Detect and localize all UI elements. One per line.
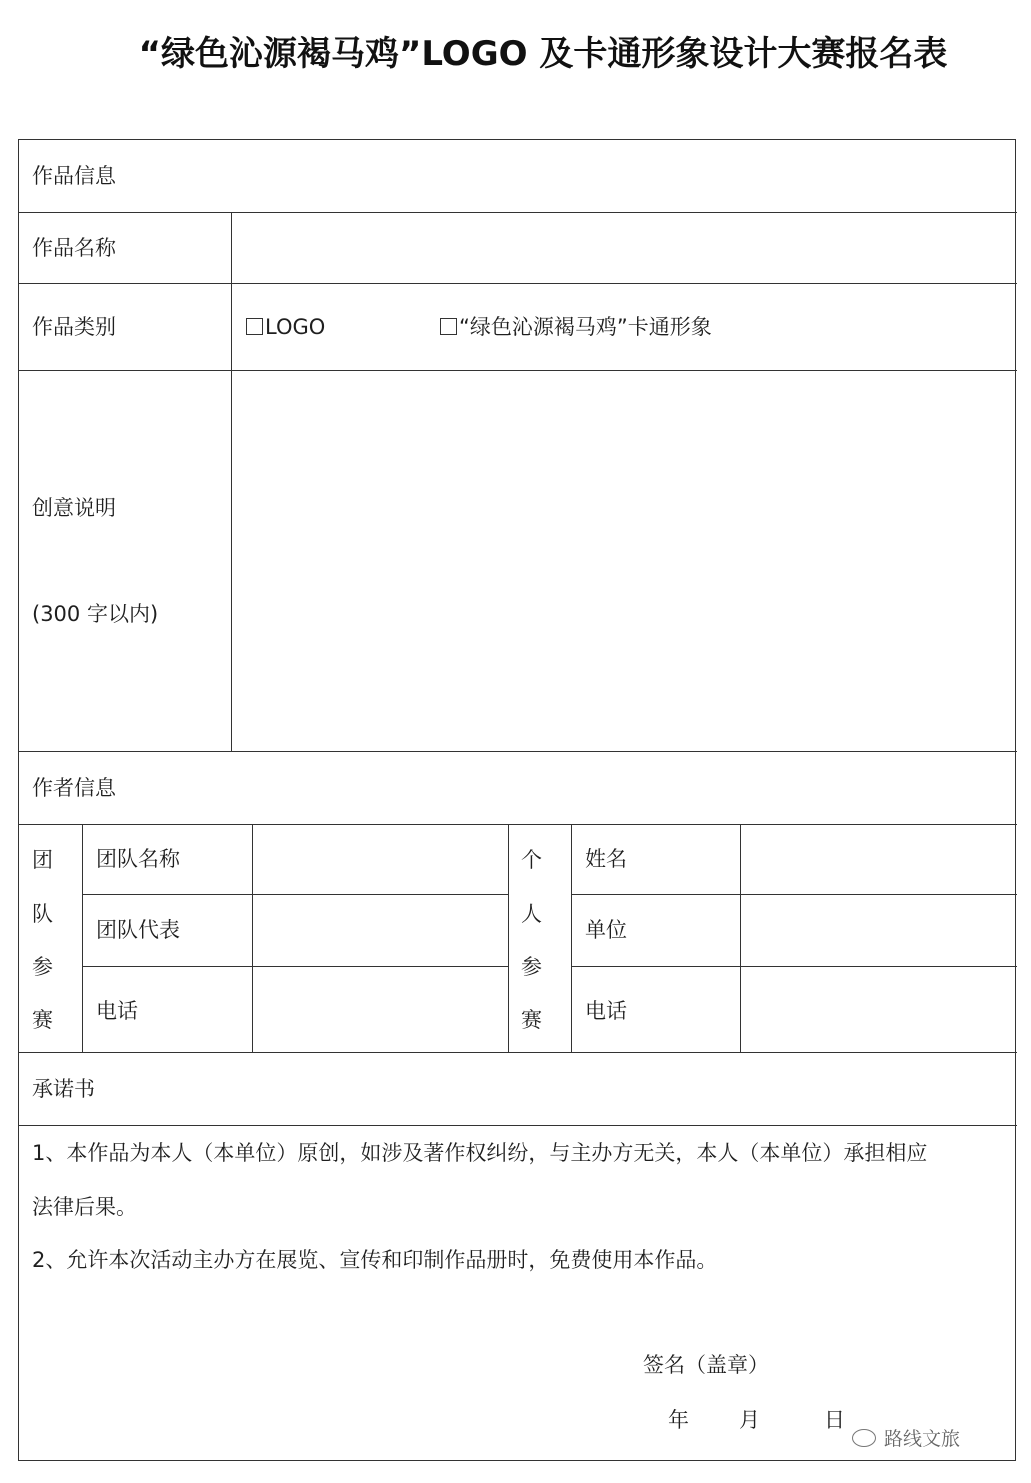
label-work-name: 作品名称 — [32, 236, 116, 260]
team-entry-char: 队 — [32, 902, 53, 926]
section-label-pledge: 承诺书 — [32, 1077, 95, 1101]
form-title: “绿色沁源褐马鸡”LOGO 及卡通形象设计大赛报名表 — [138, 34, 948, 74]
checkbox-icon[interactable] — [440, 318, 457, 335]
row-divider — [571, 966, 1017, 967]
row-divider — [19, 212, 1017, 213]
team-representative-field[interactable] — [254, 896, 508, 966]
registration-form-table — [18, 139, 1016, 1461]
team-entry-char: 参 — [32, 955, 53, 979]
column-divider — [508, 824, 509, 1052]
column-divider — [231, 212, 232, 751]
pledge-line-2: 2、允许本次活动主办方在展览、宣传和印制作品册时，免费使用本作品。 — [32, 1248, 718, 1272]
work-name-field[interactable] — [233, 214, 1017, 283]
individual-unit-field[interactable] — [742, 896, 1017, 966]
chat-bubble-icon — [852, 1429, 876, 1447]
pledge-line-1: 1、本作品为本人（本单位）原创，如涉及著作权纠纷，与主办方无关，本人（本单位）承担相应 — [32, 1141, 928, 1165]
individual-entry-char: 个 — [521, 848, 542, 872]
row-divider — [19, 1125, 1017, 1126]
label-individual-phone: 电话 — [585, 999, 627, 1023]
creative-description-field[interactable] — [233, 372, 1017, 751]
individual-entry-char: 人 — [521, 902, 542, 926]
category-option-logo[interactable] — [246, 317, 325, 338]
category-option-logo-label: LOGO — [265, 315, 326, 339]
team-phone-field[interactable] — [254, 968, 508, 1052]
label-team-representative: 团队代表 — [96, 918, 180, 942]
section-label-author-info: 作者信息 — [32, 776, 116, 800]
watermark-text: 路线文旅 — [884, 1428, 961, 1450]
watermark — [852, 1424, 960, 1451]
team-name-field[interactable] — [254, 826, 508, 894]
column-divider — [252, 824, 253, 1052]
column-divider — [740, 824, 741, 1052]
row-divider — [19, 283, 1017, 284]
individual-entry-char: 参 — [521, 955, 542, 979]
pledge-line-1-continued: 法律后果。 — [32, 1195, 137, 1219]
label-creative-description: 创意说明 — [32, 496, 116, 520]
column-divider — [571, 824, 572, 1052]
category-option-cartoon-label: “绿色沁源褐马鸡”卡通形象 — [459, 315, 712, 339]
section-label-work-info: 作品信息 — [32, 164, 116, 188]
label-individual-name: 姓名 — [585, 847, 627, 871]
label-team-phone: 电话 — [96, 999, 138, 1023]
column-divider — [82, 824, 83, 1052]
team-entry-char: 团 — [32, 848, 53, 872]
individual-entry-char: 赛 — [521, 1008, 542, 1032]
checkbox-icon[interactable] — [246, 318, 263, 335]
label-work-category: 作品类别 — [32, 315, 116, 339]
team-entry-char: 赛 — [32, 1008, 53, 1032]
category-option-cartoon[interactable] — [440, 317, 712, 338]
date-year-label: 年 — [668, 1408, 689, 1432]
label-team-name: 团队名称 — [96, 847, 180, 871]
row-divider — [82, 894, 508, 895]
individual-name-field[interactable] — [742, 826, 1017, 894]
row-divider — [19, 751, 1017, 752]
label-individual-unit: 单位 — [585, 918, 627, 942]
row-divider — [19, 824, 1017, 825]
row-divider — [19, 1052, 1017, 1053]
signature-label: 签名（盖章） — [643, 1353, 769, 1377]
row-divider — [571, 894, 1017, 895]
date-month-label: 月 — [739, 1408, 760, 1432]
label-description-limit: (300 字以内) — [32, 602, 159, 626]
row-divider — [19, 370, 1017, 371]
individual-phone-field[interactable] — [742, 968, 1017, 1052]
row-divider — [82, 966, 508, 967]
date-day-label: 日 — [824, 1408, 845, 1432]
